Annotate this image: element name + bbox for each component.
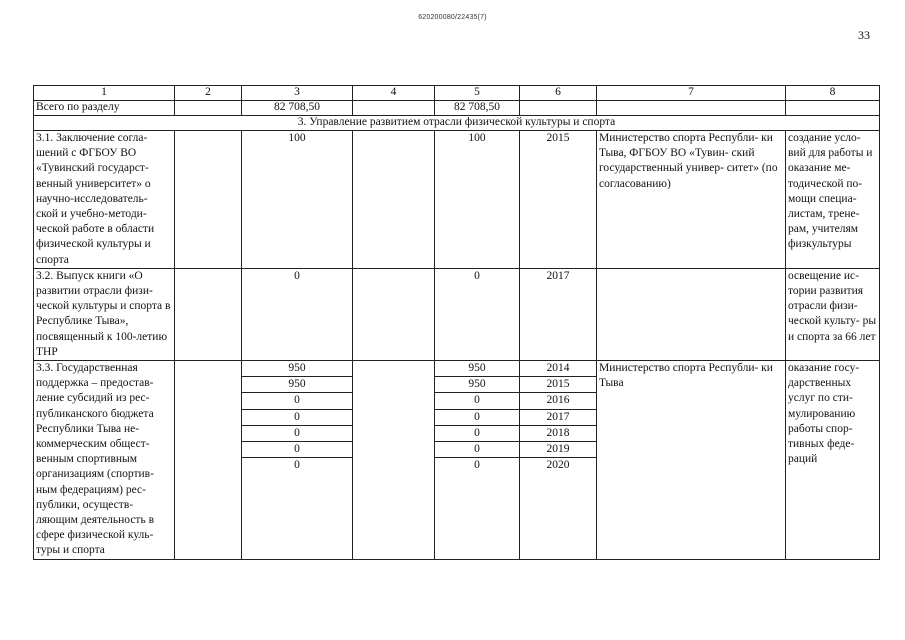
year-cell [520,361,597,560]
total-col6 [520,101,597,116]
year-cell: 2015 [520,131,597,269]
col2-cell [175,361,242,560]
executor-cell: Министерство спорта Республи- ки Тыва [597,361,786,560]
col2-cell [175,268,242,360]
program-table [33,85,880,560]
col3-cell: 100 [242,131,353,269]
amount-value: 0 [242,426,352,442]
amount-value: 0 [435,426,519,442]
page-number: 33 [858,28,870,42]
header-cell: 1 [34,86,175,101]
result-cell: освещение ис- тории развития отрасли физи- ческой культу- ры и спорта за 66 лет [786,268,880,360]
total-col8 [786,101,880,116]
col4-cell [353,131,435,269]
measure-name: 3.1. Заключение согла- шений с ФГБОУ ВО «Тувинский государст- венный университет» о научно-исследователь- ской и учебно-методи- ческой работе в области физической культуры и спорта [34,131,175,269]
year-value: 2020 [546,459,570,472]
col3-cell [242,361,353,560]
col5-cell: 0 [435,268,520,360]
year-value: 2019 [520,442,596,458]
executor-cell [597,268,786,360]
header-cell: 2 [175,86,242,101]
total-label: Всего по разделу [34,101,175,116]
amount-value: 950 [242,377,352,393]
section-title: 3. Управление развитием отрасли физической культуры и спорта [34,116,880,131]
amount-value: 0 [435,410,519,426]
amount-value: 950 [242,361,352,377]
header-cell: 4 [353,86,435,101]
result-cell: оказание госу- дарственных услуг по сти- мулированию работы спор- тивных феде- раций [786,361,880,560]
header-cell: 7 [597,86,786,101]
year-value: 2016 [520,393,596,409]
total-col3: 82 708,50 [242,101,353,116]
year-cell: 2017 [520,268,597,360]
amount-value: 950 [435,361,519,377]
amount-value: 0 [242,393,352,409]
year-value: 2014 [520,361,596,377]
amount-value: 0 [294,459,300,472]
total-col5: 82 708,50 [435,101,520,116]
year-value: 2015 [520,377,596,393]
col3-cell: 0 [242,268,353,360]
col5-cell [435,361,520,560]
executor-cell: Министерство спорта Республи- ки Тыва, ФГБОУ ВО «Тувин- ский государственный универ- ситет» (по согласованию) [597,131,786,269]
amount-value: 0 [435,393,519,409]
table-row [34,268,880,360]
table-row [34,361,880,560]
result-cell: создание усло- вий для работы и оказание ме- тодической по- мощи специа- листам, трене- рам, учителям физкультуры [786,131,880,269]
amount-value: 0 [242,442,352,458]
year-value: 2018 [520,426,596,442]
header-cell: 8 [786,86,880,101]
header-row [34,86,880,101]
table-row [34,131,880,269]
total-col7 [597,101,786,116]
header-cell: 5 [435,86,520,101]
amount-value: 0 [474,459,480,472]
year-value: 2017 [520,410,596,426]
measure-name: 3.2. Выпуск книги «О развитии отрасли физи- ческой культуры и спорта в Республике Тыва», посвященный к 100-летию ТНР [34,268,175,360]
header-cell: 3 [242,86,353,101]
col4-cell [353,268,435,360]
total-row [34,101,880,116]
header-cell: 6 [520,86,597,101]
col5-cell: 100 [435,131,520,269]
document-id: 620200080/22435(7) [418,14,487,21]
total-col2 [175,101,242,116]
section-row [34,116,880,131]
total-col4 [353,101,435,116]
amount-value: 0 [435,442,519,458]
amount-value: 0 [242,410,352,426]
col2-cell [175,131,242,269]
col4-cell [353,361,435,560]
amount-value: 950 [435,377,519,393]
measure-name: 3.3. Государственная поддержка – предостав- ление субсидий из рес- публиканского бюджета Республики Тыва не- коммерческим общест- венным спортивным организациям (спортив- ным федерациям) рес- публики, осуществ- ляющим деятельность в сфере физической куль- туры и спорта [34,361,175,560]
